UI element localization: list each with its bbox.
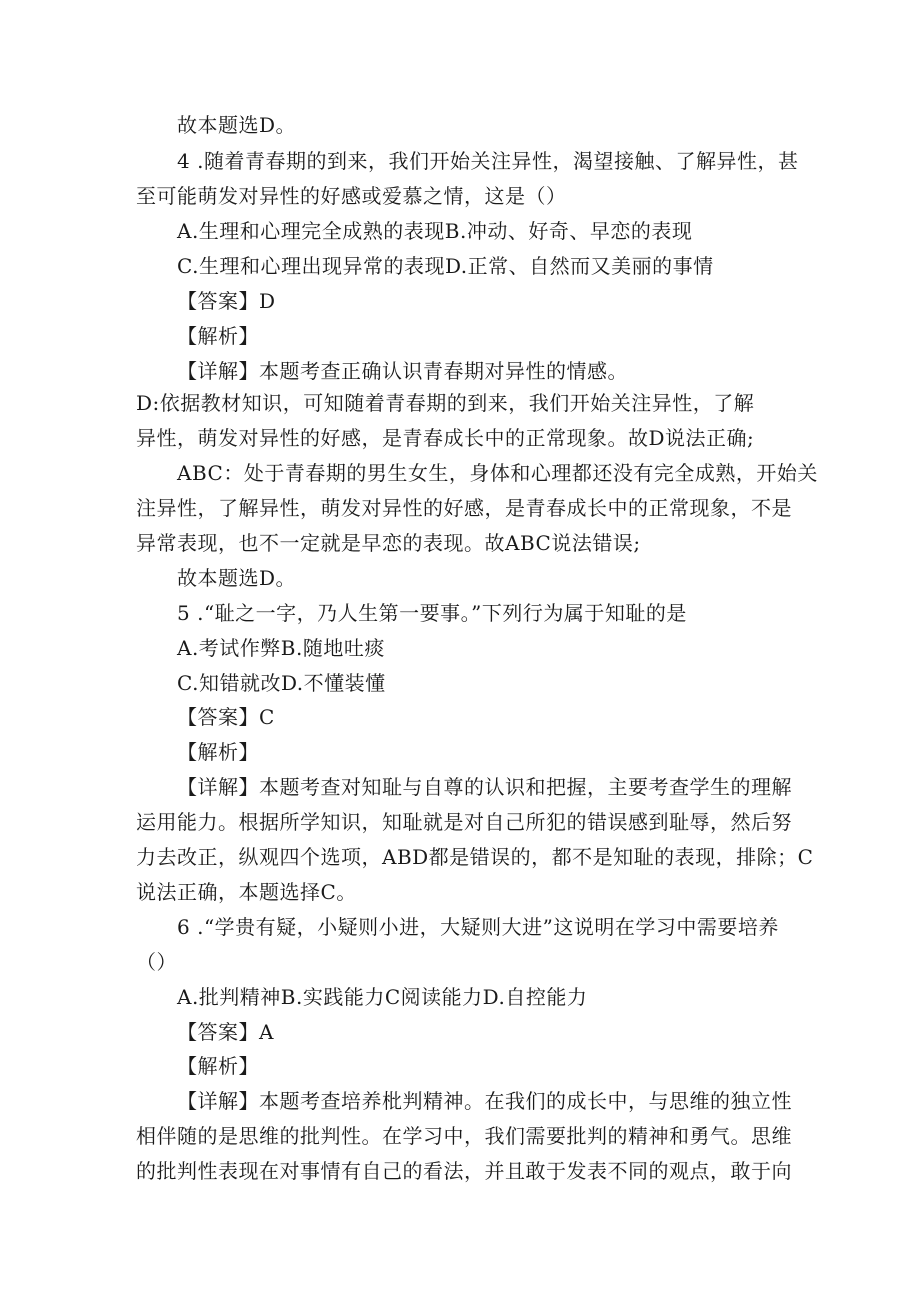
question-4-line: 4 .随着青春期的到来，我们开始关注异性，渴望接触、了解异性，甚 [177, 149, 799, 173]
text-line: 相伴随的是思维的批判性。在学习中，我们需要批判的精神和勇气。思维 [136, 1124, 792, 1148]
text-line: 故本题选D。 [177, 113, 297, 137]
question-5-line: 5 .“耻之一字，乃人生第一要事。”下列行为属于知耻的是 [177, 601, 687, 625]
text-line: ABC：处于青春期的男生女生，身体和心理都还没有完全成熟，开始关 [177, 461, 818, 485]
answer-label: 【答案】A [177, 1020, 274, 1044]
answer-label: 【答案】D [177, 289, 276, 313]
analysis-label: 【解析】 [177, 324, 259, 348]
detail-line: 【详解】本题考查对知耻与自尊的认识和把握，主要考查学生的理解 [177, 775, 792, 799]
text-line: 异常表现，也不一定就是早恋的表现。故ABC说法错误; [136, 531, 641, 555]
text-line: 说法正确，本题选择C。 [136, 880, 357, 904]
detail-line: 【详解】本题考查培养枇判精神。在我们的成长中，与思维的独立性 [177, 1089, 792, 1113]
text-line: 的批判性表现在对事情有自己的看法，并且敢于发表不同的观点，敢于向 [136, 1159, 792, 1183]
text-line: D:依据教材知识，可知随着青春期的到来，我们开始关注异性，了解 [136, 391, 755, 415]
option-line: C.知错就改D.不懂装懂 [177, 671, 386, 695]
text-line: 故本题选D。 [177, 566, 297, 590]
text-line: 至可能萌发对异性的好感或爱慕之情，这是（） [136, 184, 567, 208]
analysis-label: 【解析】 [177, 1054, 259, 1078]
option-line: C.生理和心理出现异常的表现D.正常、自然而又美丽的事情 [177, 254, 714, 278]
text-line: （） [136, 950, 177, 974]
text-line: 力去改正，纵观四个选项，ABD都是错误的，都不是知耻的表现，排除；C [136, 845, 814, 869]
answer-label: 【答案】C [177, 705, 275, 729]
text-line: 异性，萌发对异性的好感，是青春成长中的正常现象。故D说法正确; [136, 426, 755, 450]
option-line: A.考试作弊B.随地吐痰 [177, 636, 385, 660]
text-line: 注异性，了解异性，萌发对异性的好感，是青春成长中的正常现象，不是 [136, 496, 792, 520]
text-line: 运用能力。根据所学知识，知耻就是对自己所犯的错误感到耻辱，然后努 [136, 810, 792, 834]
option-line: A.生理和心理完全成熟的表现B.冲动、好奇、早恋的表现 [177, 219, 693, 243]
analysis-label: 【解析】 [177, 740, 259, 764]
option-line: A.批判精神B.实践能力C阅读能力D.自控能力 [177, 985, 588, 1009]
question-6-line: 6 .“学贵有疑，小疑则小进，大疑则大进”这说明在学习中需要培养 [177, 915, 779, 939]
detail-line: 【详解】本题考查正确认识青春期对异性的情感。 [177, 359, 628, 383]
